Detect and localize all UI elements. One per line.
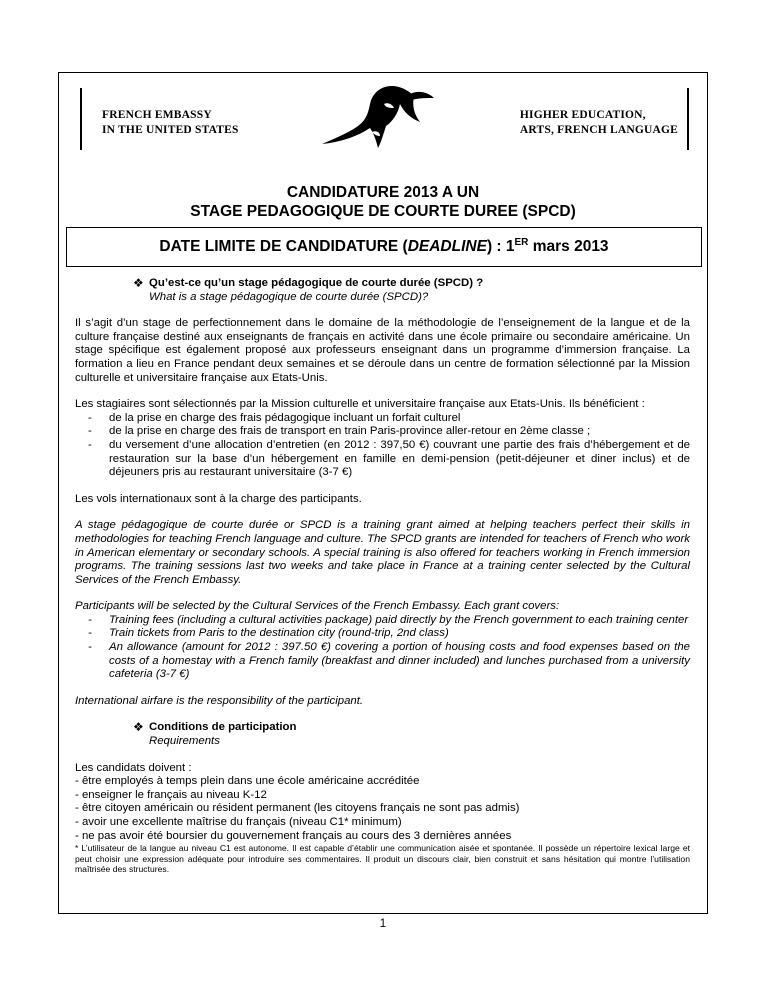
flights-note-en: International airfare is the responsibility of the participant. xyxy=(75,694,364,707)
section2-heading xyxy=(133,721,690,748)
header-right-line2: ARTS, FRENCH LANGUAGE xyxy=(519,124,678,136)
diamond-bullet-icon: ❖ xyxy=(133,276,144,290)
page-number: 1 xyxy=(379,918,387,930)
section1-heading-en: What is a stage pédagogique de courte durée (SPCD)? xyxy=(149,290,429,303)
diamond-bullet-icon: ❖ xyxy=(133,720,144,735)
section1-paragraph-fr: Il s’agit d’un stage de perfectionnement dans le domaine de la méthodologie de l’enseignement de la langue et de la culture française destiné aux enseignants de français en activité dans une école primaire ou secondaire américaine. Un stage spécifique est également proposé aux professeurs enseignant dans un programme d’immersion française. La formation a lieu en France pendant deux semaines et se déroule dans un centre de formation sélectionné par la Mission culturelle et universitaire française aux Etats-Unis. xyxy=(75,317,690,384)
document-body xyxy=(75,277,690,875)
section1-heading-fr: Qu’est-ce qu’un stage pédagogique de courte durée (SPCD) ? xyxy=(149,277,484,289)
list-item: - être employés à temps plein dans une école américaine accréditée xyxy=(75,775,420,788)
list-item: - avoir une excellente maîtrise du français (niveau C1* minimum) xyxy=(75,816,402,828)
title-line2: STAGE PEDAGOGIQUE DE COURTE DUREE (SPCD) xyxy=(190,203,576,220)
benefits-list-fr xyxy=(75,412,690,480)
requirements-intro: Les candidats doivent : xyxy=(75,761,192,774)
deadline-emphasis: DEADLINE xyxy=(407,238,487,255)
section1-paragraph-en: A stage pédagogique de courte durée or SPCD is a training grant aimed at helping teachers perfect their skills in methodologies for teaching French language and culture. The SPCD grants are intended for teachers of French who work in American elementary or secondary schools. A special training is also offered for teachers working in French immersion programs. The training sessions last two weeks and take place in France at a training center selected by the Cultural Services of the French Embassy. xyxy=(75,519,690,586)
marianne-logo xyxy=(314,84,454,152)
deadline-mid: ) : 1 xyxy=(486,238,515,255)
list-item: - An allowance (amount for 2012 : 397.50 €) covering a portion of housing costs and food expenses based on the costs of a homestay with a French family (breakfast and dinner included) and lunches purchased from a university cafeteria (3-7 €) xyxy=(88,641,690,681)
section1-selection-fr: Les stagiaires sont sélectionnés par la Mission culturelle et universitaire française aux Etats-Unis. Ils bénéficient : xyxy=(75,398,645,411)
list-item: - être citoyen américain ou résident permanent (les citoyens français ne sont pas admis) xyxy=(75,802,520,815)
section1-heading xyxy=(133,277,690,304)
header-left-line2: IN THE UNITED STATES xyxy=(102,124,239,136)
header-right-line1: HIGHER EDUCATION, xyxy=(519,109,646,121)
flights-note-fr: Les vols internationaux sont à la charge des participants. xyxy=(75,492,362,505)
list-item: - enseigner le français au niveau K-12 xyxy=(75,788,267,801)
header-left-line1: FRENCH EMBASSY xyxy=(102,109,212,121)
benefits-list-en xyxy=(75,614,690,682)
deadline-suffix: mars 2013 xyxy=(528,238,609,255)
header-right-text xyxy=(520,108,678,138)
list-item: - de la prise en charge des frais de transport en train Paris-province aller-retour en 2ème classe ; xyxy=(88,425,591,438)
list-item: - Training fees (including a cultural activities package) paid directly by the French government to each training center xyxy=(88,613,689,626)
section1-selection-en: Participants will be selected by the Cultural Services of the French Embassy. Each grant covers: xyxy=(75,600,560,613)
section2-heading-en: Requirements xyxy=(149,735,220,748)
section2-heading-fr: Conditions de participation xyxy=(149,721,297,734)
deadline-prefix: DATE LIMITE DE CANDIDATURE ( xyxy=(159,238,408,255)
list-item: - Train tickets from Paris to the destination city (round-trip, 2nd class) xyxy=(88,627,449,640)
list-item: - de la prise en charge des frais pédagogique incluant un forfait culturel xyxy=(88,411,461,424)
deadline-box xyxy=(66,227,702,267)
header-right-bar xyxy=(687,88,689,150)
requirements-list xyxy=(75,762,690,844)
footnote: * L’utilisateur de la langue au niveau C1 est autonome. Il est capable d’établir une communication aisée et spontanée. Il possède un répertoire lexical large et peut choisir une expression adéquate pour introduire ses commentaires. Il produit un discours clair, bien construit et sans hésitation qui montre l’utilisation maîtrisée des structures. xyxy=(75,843,690,875)
deadline-sup: ER xyxy=(514,236,529,248)
list-item: - du versement d’une allocation d’entretien (en 2012 : 397,50 €) couvrant une partie des frais d’hébergement et de restauration sur la base d’un hébergement en famille en demi-pension (petit-déjeuner et diner inclus) et de déjeuners pris au restaurant universitaire (3-7 €) xyxy=(88,438,690,479)
header-left-text xyxy=(102,108,239,138)
title-line1: CANDIDATURE 2013 A UN xyxy=(286,184,480,201)
list-item: - ne pas avoir été boursier du gouvernement français au cours des 3 dernières années xyxy=(75,829,512,842)
document-title xyxy=(58,183,708,221)
header-left-bar xyxy=(80,88,82,150)
